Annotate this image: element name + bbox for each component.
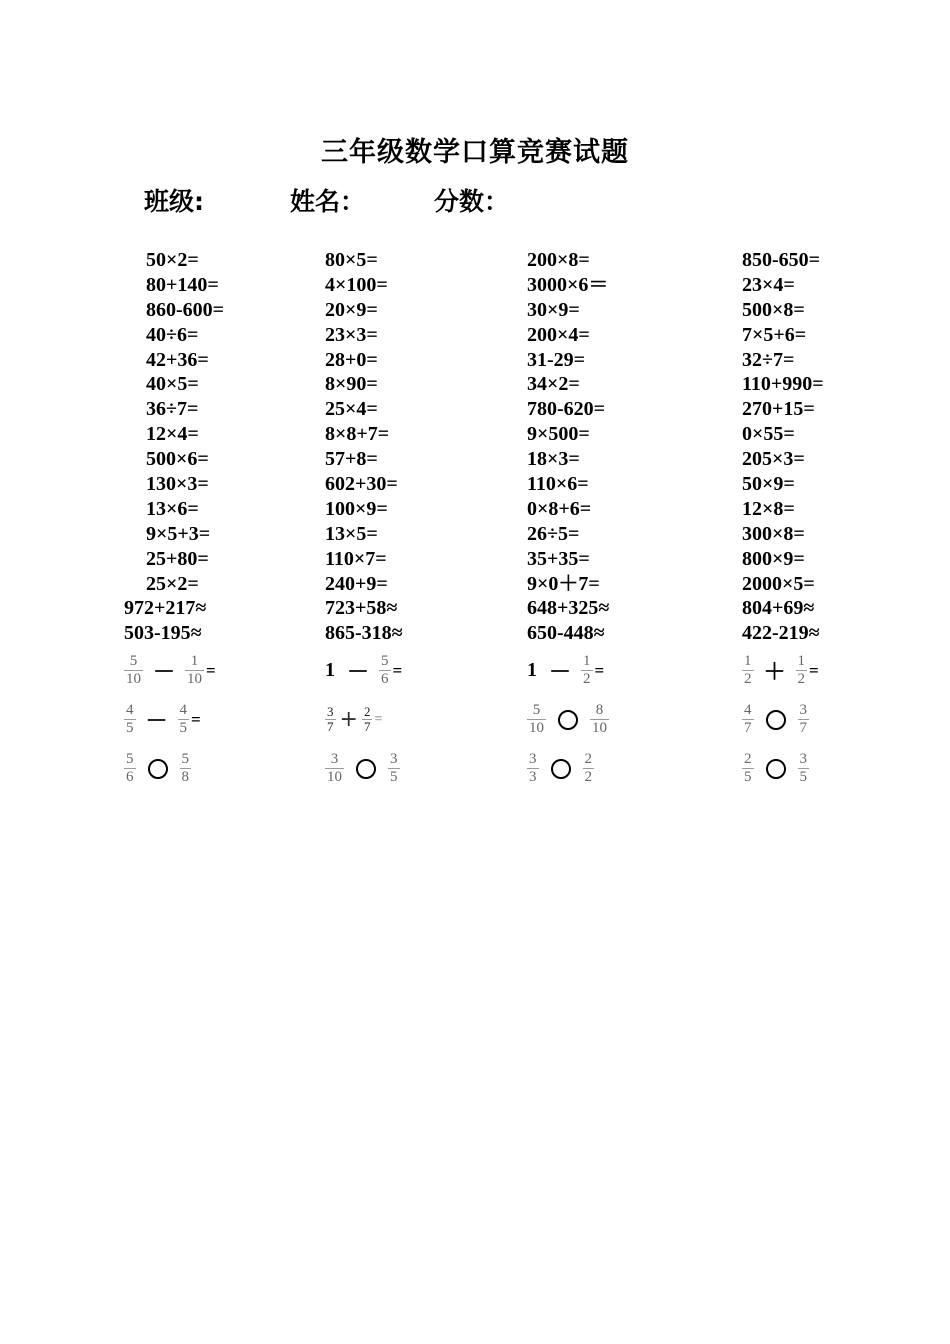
fraction-problem: [742, 646, 824, 695]
fraction-problem: [742, 695, 824, 744]
problem-item: 0×55=: [742, 423, 795, 446]
fraction: [742, 702, 754, 737]
problem-item: 28+0=: [325, 348, 378, 371]
fraction-problem: [527, 695, 609, 744]
problem-column-2: [325, 248, 403, 793]
problem-item: 200×8=: [527, 249, 590, 271]
fraction-denominator: 2: [584, 769, 592, 786]
problem-column-1: [124, 248, 224, 793]
fraction-numerator: 2: [363, 704, 371, 720]
operator: ＋: [763, 660, 786, 686]
operator: －: [347, 660, 370, 686]
equals-sign: =: [594, 660, 605, 680]
problem-item: 8×8+7=: [325, 423, 390, 446]
estimate-item: 503-195≈: [124, 622, 202, 645]
fraction-denominator: 5: [179, 720, 188, 737]
equals-sign: =: [206, 660, 216, 680]
fraction-denominator: 8: [181, 769, 189, 786]
fraction-denominator: 7: [799, 720, 807, 737]
fraction-denominator: 6: [381, 671, 389, 688]
fraction-denominator: 7: [363, 719, 371, 735]
fraction-numerator: 4: [126, 702, 134, 719]
fraction: [124, 702, 136, 737]
fraction-denominator: 6: [126, 769, 134, 786]
compare-circle: [558, 710, 578, 730]
fraction: [325, 751, 344, 786]
fraction-numerator: 2: [744, 751, 752, 768]
estimate-item: 865-318≈: [325, 622, 403, 645]
problem-item: 26÷5=: [527, 522, 580, 545]
compare-circle: [551, 759, 571, 779]
fraction-denominator: 5: [799, 769, 807, 786]
fraction-problem: [742, 744, 824, 793]
problem-item: 200×4=: [527, 323, 590, 346]
problem-item: 800×9=: [742, 547, 805, 570]
problem-item: 240+9=: [325, 572, 388, 595]
problem-item: 850-650=: [742, 249, 821, 271]
estimate-item: 723+58≈: [325, 597, 398, 620]
name-label: 姓名：: [290, 187, 366, 216]
problem-item: 30×9=: [527, 298, 580, 321]
fraction-problem: [527, 744, 609, 793]
fraction: [742, 751, 754, 786]
fraction: [798, 751, 810, 786]
equals-sign: =: [374, 711, 383, 727]
problem-item: 25×4=: [325, 398, 378, 421]
problem-item: 3000×6＝: [527, 273, 609, 296]
fraction-numerator: 3: [390, 751, 398, 768]
problem-column-3: [527, 248, 609, 793]
fraction-denominator: 10: [126, 671, 141, 688]
fraction-denominator: 10: [327, 769, 342, 786]
problem-item: 9×0＋7=: [527, 572, 600, 595]
fraction-numerator: 2: [584, 751, 592, 768]
fraction: [185, 653, 204, 688]
fraction: [527, 702, 546, 737]
fraction: [178, 702, 190, 737]
fraction-denominator: 10: [187, 671, 203, 688]
fraction-problem: [124, 695, 224, 744]
fraction: [325, 705, 336, 734]
compare-circle: [766, 759, 786, 779]
problem-item: 270+15=: [742, 398, 815, 421]
problem-item: 300×8=: [742, 522, 805, 545]
fraction: [583, 751, 595, 786]
problem-item: 100×9=: [325, 497, 388, 520]
compare-circle: [148, 759, 168, 779]
problem-item: 80×5=: [325, 249, 378, 271]
fraction: [527, 751, 539, 786]
fraction-numerator: 5: [181, 751, 189, 768]
score-label: 分数：: [434, 187, 510, 216]
fraction-numerator: 5: [129, 653, 138, 670]
fraction-denominator: 7: [744, 720, 752, 737]
fraction: [590, 702, 609, 737]
fraction-problem: [325, 744, 403, 793]
fraction: [379, 653, 391, 688]
problem-item: 50×2=: [146, 249, 199, 271]
operator: +: [339, 707, 358, 733]
problem-item: 7×5+6=: [742, 323, 807, 346]
problem-item: 23×3=: [325, 323, 378, 346]
problem-item: 110×6=: [527, 473, 589, 496]
fraction: [798, 702, 810, 737]
fraction-numerator: 5: [532, 702, 541, 719]
fraction-numerator: 3: [529, 751, 537, 768]
problem-item: 110+990=: [742, 373, 824, 396]
fraction: [796, 653, 808, 688]
problem-item: 12×8=: [742, 497, 795, 520]
whole-number: 1: [325, 659, 335, 682]
problem-item: 23×4=: [742, 273, 795, 296]
fraction-numerator: 4: [179, 702, 188, 719]
fraction: [124, 653, 143, 688]
fraction-denominator: 10: [592, 720, 607, 737]
problem-item: 80+140=: [146, 273, 219, 296]
problem-item: 25+80=: [146, 547, 209, 570]
problem-item: 18×3=: [527, 448, 580, 471]
fraction-numerator: 8: [595, 702, 604, 719]
compare-circle: [766, 710, 786, 730]
problem-item: 110×7=: [325, 547, 387, 570]
operator: －: [549, 660, 572, 686]
compare-circle: [356, 759, 376, 779]
fraction-denominator: 3: [529, 769, 537, 786]
fraction: [742, 653, 754, 688]
problem-item: 36÷7=: [146, 398, 199, 421]
problem-item: 13×5=: [325, 522, 378, 545]
problem-item: 8×90=: [325, 373, 378, 396]
fraction-denominator: 5: [744, 769, 752, 786]
worksheet-title: 三年级数学口算竞赛试题: [321, 137, 629, 168]
fraction: [124, 751, 136, 786]
problem-item: 2000×5=: [742, 572, 815, 595]
problem-item: 32÷7=: [742, 348, 795, 371]
problem-item: 602+30=: [325, 473, 398, 496]
fraction-numerator: 3: [799, 702, 807, 719]
fraction-problem: [527, 646, 609, 695]
fraction-denominator: 2: [797, 671, 806, 688]
problem-item: 31-29=: [527, 348, 586, 371]
fraction-numerator: 3: [330, 751, 339, 768]
problem-item: 25×2=: [146, 572, 199, 595]
fraction: [581, 653, 593, 688]
equals-sign: =: [392, 660, 403, 680]
fraction-denominator: 2: [744, 671, 752, 688]
problem-item: 20×9=: [325, 298, 378, 321]
fraction-problem: [124, 646, 224, 695]
estimate-item: 972+217≈: [124, 597, 207, 620]
problem-item: 130×3=: [146, 473, 209, 496]
fraction-numerator: 5: [381, 653, 389, 670]
estimate-item: 804+69≈: [742, 597, 815, 620]
fraction-denominator: 5: [390, 769, 398, 786]
problem-item: 9×5+3=: [146, 522, 211, 545]
problem-item: 500×8=: [742, 298, 805, 321]
fraction: [388, 751, 400, 786]
problem-item: 860-600=: [146, 298, 225, 321]
whole-number: 1: [527, 659, 537, 682]
fraction-numerator: 3: [799, 751, 807, 768]
fraction-numerator: 5: [126, 751, 134, 768]
fraction-problem: [325, 695, 403, 744]
fraction-numerator: 4: [744, 702, 752, 719]
problem-item: 57+8=: [325, 448, 378, 471]
fraction-numerator: 1: [583, 653, 591, 670]
problem-item: 35+35=: [527, 547, 590, 570]
problem-item: 205×3=: [742, 448, 805, 471]
fraction: [180, 751, 192, 786]
problem-item: 40÷6=: [146, 323, 199, 346]
problem-column-4: [742, 248, 824, 793]
fraction: [362, 705, 373, 734]
problem-item: 12×4=: [146, 423, 199, 446]
fraction-numerator: 3: [327, 704, 334, 720]
problem-item: 40×5=: [146, 373, 199, 396]
fraction-denominator: 7: [327, 719, 334, 735]
estimate-item: 422-219≈: [742, 622, 820, 645]
problem-item: 0×8+6=: [527, 497, 592, 520]
problem-item: 9×500=: [527, 423, 590, 446]
class-label: 班级:: [144, 187, 204, 216]
problem-item: 500×6=: [146, 448, 209, 471]
fraction-denominator: 10: [529, 720, 544, 737]
operator: －: [145, 709, 168, 735]
estimate-item: 650-448≈: [527, 622, 605, 645]
fraction-denominator: 2: [583, 671, 591, 688]
problem-item: 42+36=: [146, 348, 209, 371]
problem-item: 50×9=: [742, 473, 795, 496]
equals-sign: =: [191, 709, 201, 729]
fraction-numerator: 1: [797, 653, 806, 670]
problem-item: 4×100=: [325, 273, 388, 296]
fraction-problem: [124, 744, 224, 793]
problem-item: 13×6=: [146, 497, 199, 520]
problem-item: 34×2=: [527, 373, 580, 396]
fraction-problem: [325, 646, 403, 695]
fraction-numerator: 1: [744, 653, 752, 670]
estimate-item: 648+325≈: [527, 597, 610, 620]
problem-item: 780-620=: [527, 398, 606, 421]
operator: －: [153, 660, 176, 686]
fraction-denominator: 5: [126, 720, 134, 737]
equals-sign: =: [809, 660, 819, 680]
fraction-numerator: 1: [190, 653, 199, 670]
